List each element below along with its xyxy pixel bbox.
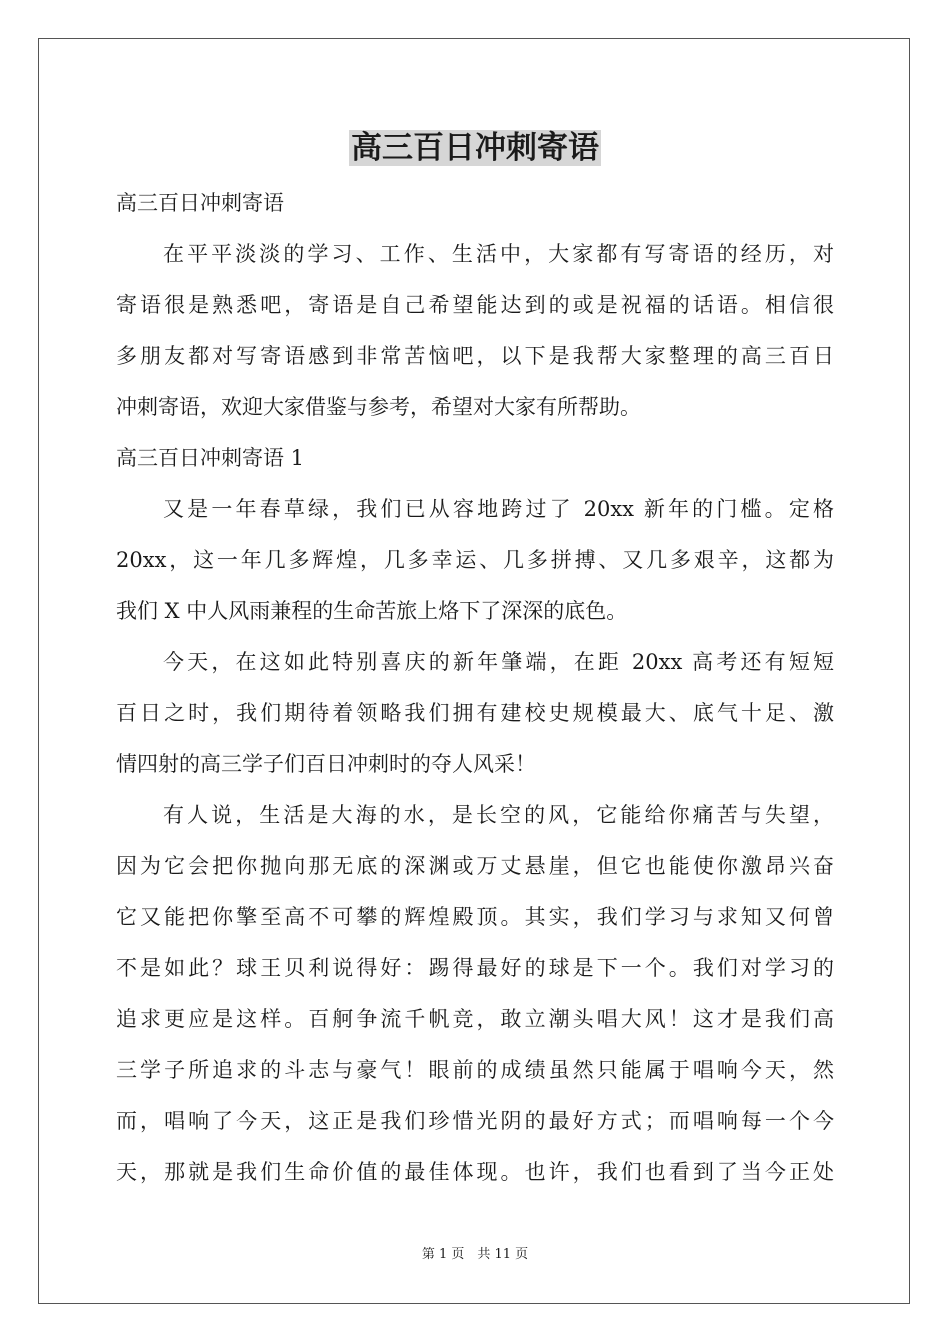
- page-number: 第 1 页 共 11 页: [421, 1247, 529, 1262]
- body-line: 追求更应是这样。百舸争流千帆竞，敢立潮头唱大风！这才是我们高: [116, 1007, 834, 1031]
- body-line: 百日之时，我们期待着领略我们拥有建校史规模最大、底气十足、激: [116, 701, 834, 725]
- body-line: 情四射的高三学子们百日冲刺时的夺人风采！: [116, 752, 536, 776]
- document-title-text: 高三百日冲刺寄语: [351, 130, 599, 166]
- body-line: 冲刺寄语，欢迎大家借鉴与参考，希望对大家有所帮助。: [116, 395, 641, 419]
- body-line: 又是一年春草绿，我们已从容地跨过了 20xx 新年的门槛。定格: [163, 497, 834, 521]
- body-line: 而，唱响了今天，这正是我们珍惜光阴的最好方式；而唱响每一个今: [116, 1109, 834, 1133]
- body-line: 高三百日冲刺寄语: [116, 191, 284, 215]
- body-line: 天，那就是我们生命价值的最佳体现。也许，我们也看到了当今正处: [116, 1160, 834, 1184]
- body-line: 它又能把你擎至高不可攀的辉煌殿顶。其实，我们学习与求知又何曾: [116, 905, 834, 929]
- body-line: 今天，在这如此特别喜庆的新年肇端，在距 20xx 高考还有短短: [163, 650, 834, 674]
- body-line: 因为它会把你抛向那无底的深渊或万丈悬崖，但它也能使你激昂兴奋: [116, 854, 834, 878]
- body-line: 三学子所追求的斗志与豪气！眼前的成绩虽然只能属于唱响今天，然: [116, 1058, 834, 1082]
- document-title: [0, 126, 950, 170]
- body-line: 寄语很是熟悉吧，寄语是自己希望能达到的或是祝福的话语。相信很: [116, 293, 834, 317]
- body-line: 多朋友都对写寄语感到非常苦恼吧，以下是我帮大家整理的高三百日: [116, 344, 834, 368]
- body-line: 20xx，这一年几多辉煌，几多幸运、几多拼搏、又几多艰辛，这都为: [116, 548, 834, 572]
- body-line: 不是如此？球王贝利说得好：踢得最好的球是下一个。我们对学习的: [116, 956, 834, 980]
- body-line: 在平平淡淡的学习、工作、生活中，大家都有写寄语的经历，对: [163, 242, 834, 266]
- page-footer: [0, 1246, 950, 1264]
- body-line: 有人说，生活是大海的水，是长空的风，它能给你痛苦与失望，: [163, 803, 834, 827]
- body-line: 我们 X 中人风雨兼程的生命苦旅上烙下了深深的底色。: [116, 599, 628, 623]
- section-heading: 高三百日冲刺寄语 1: [116, 446, 305, 470]
- document-body: [116, 178, 834, 1198]
